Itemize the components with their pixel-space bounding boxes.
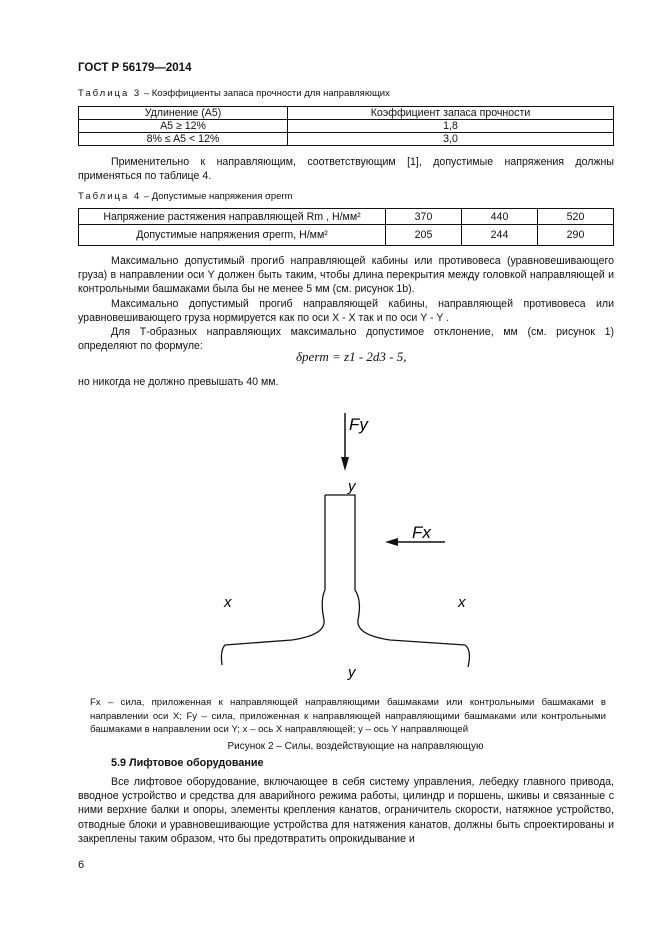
section-title: 5.9 Лифтовое оборудование <box>111 757 264 769</box>
table3-cell: A5 ≥ 12% <box>79 120 288 133</box>
table4 <box>78 208 614 246</box>
table3-head-elongation: Удлинение (A5) <box>79 107 288 120</box>
rail-profile-left <box>221 495 325 665</box>
paragraph-text: Применительно к направляющим, соответствующим [1], допустимые напряжения должны применяться по таблице 4. <box>78 156 614 183</box>
fy-label-text: Fy <box>349 415 368 434</box>
table4-caption-prefix: Таблица 4 <box>78 191 142 202</box>
paragraph-4: Для Т-образных направляющих максимально допустимое отклонение, мм (см. рисунок 1) определяют по формуле: <box>78 326 614 353</box>
x-left-label: x <box>224 594 232 611</box>
table4-cell: 370 <box>386 209 462 225</box>
paragraph-5-block <box>78 375 614 389</box>
paragraph-6-block <box>78 775 614 846</box>
table3-head-coefficient: Коэффициент запаса прочности <box>288 107 614 120</box>
table4-caption <box>78 191 293 202</box>
table4-row2-label: Допустимые напряжения σperm, Н/мм² <box>79 225 386 246</box>
table3 <box>78 106 614 146</box>
table4-caption-text: – Допустимые напряжения σperm <box>141 191 293 202</box>
table-row <box>79 209 614 225</box>
paragraph-5: но никогда не должно превышать 40 мм. <box>78 376 279 388</box>
formula: δperm = z1 - 2d3 - 5, <box>296 349 407 364</box>
paragraph-6: Все лифтовое оборудование, включающее в себя систему управления, лебедку главного привода, вводное устройство и средства для аварийного режима работы, цилиндр и поршень, шкивы и связанные с ними верхние балки и опоры, элементы крепления канатов, ограничитель скорости, натяжное устройство, отводные блоки и уравновешивающие устройства для натяжения канатов, должны быть спроектированы и закреплены таким образом, что бы предотвратить опрокидывание и <box>78 776 614 845</box>
table3-caption-prefix: Таблица 3 <box>78 88 142 99</box>
figure-legend: Fx – сила, приложенная к направляющей направляющими башмаками или контрольными башмаками в направлении оси X; Fy – сила, приложенная к направляющей направляющими башмаками или контрольными башмаками в направлении оси Y; x – ось X направляющей; y – ось Y направляющей <box>90 697 606 735</box>
table4-row1-label: Напряжение растяжения направляющей Rm , Н/мм² <box>79 209 386 225</box>
table-row <box>79 225 614 246</box>
fx-arrow-head <box>385 538 398 546</box>
paragraph-2: Максимально допустимый прогиб направляющей кабины или противовеса (уравновешивающего груза) в направлении оси Y должен быть таким, чтобы длина перекрытия между головкой направляющей и контрольными башмаками была бы не менее 5 мм (см. рисунок 1b). <box>78 255 614 296</box>
y-top-label: y <box>348 478 356 495</box>
table4-cell: 290 <box>538 225 614 246</box>
document-header: ГОСТ Р 56179—2014 <box>78 62 192 74</box>
rail-force-figure <box>200 405 500 685</box>
table3-caption-text: – Коэффициенты запаса прочности для направляющих <box>141 88 390 99</box>
table3-cell: 1,8 <box>288 120 614 133</box>
fy-arrow-head <box>341 457 349 471</box>
body-text-block <box>78 254 614 353</box>
x-right-label: x <box>458 594 466 611</box>
y-bottom-label: y <box>348 664 356 681</box>
paragraph-1 <box>78 155 614 183</box>
table3-cell: 3,0 <box>288 133 614 146</box>
table-row <box>79 133 614 146</box>
table-row <box>79 120 614 133</box>
table4-cell: 520 <box>538 209 614 225</box>
paragraph-3: Максимально допустимый прогиб направляющей кабины, направляющей противовеса или уравновешивающего груза нормируется как по оси X - X так и по оси Y - Y . <box>78 297 614 324</box>
figure-caption: Рисунок 2 – Силы, воздействующие на направляющую <box>227 741 484 752</box>
table3-caption <box>78 88 390 99</box>
rail-profile-right <box>325 495 469 667</box>
table4-cell: 244 <box>462 225 538 246</box>
fy-label <box>349 415 369 434</box>
fx-label: Fx <box>412 523 431 542</box>
table3-cell: 8% ≤ A5 < 12% <box>79 133 288 146</box>
page-number: 6 <box>78 859 85 871</box>
table4-cell: 205 <box>386 225 462 246</box>
table4-cell: 440 <box>462 209 538 225</box>
table3-header-row <box>79 107 614 120</box>
